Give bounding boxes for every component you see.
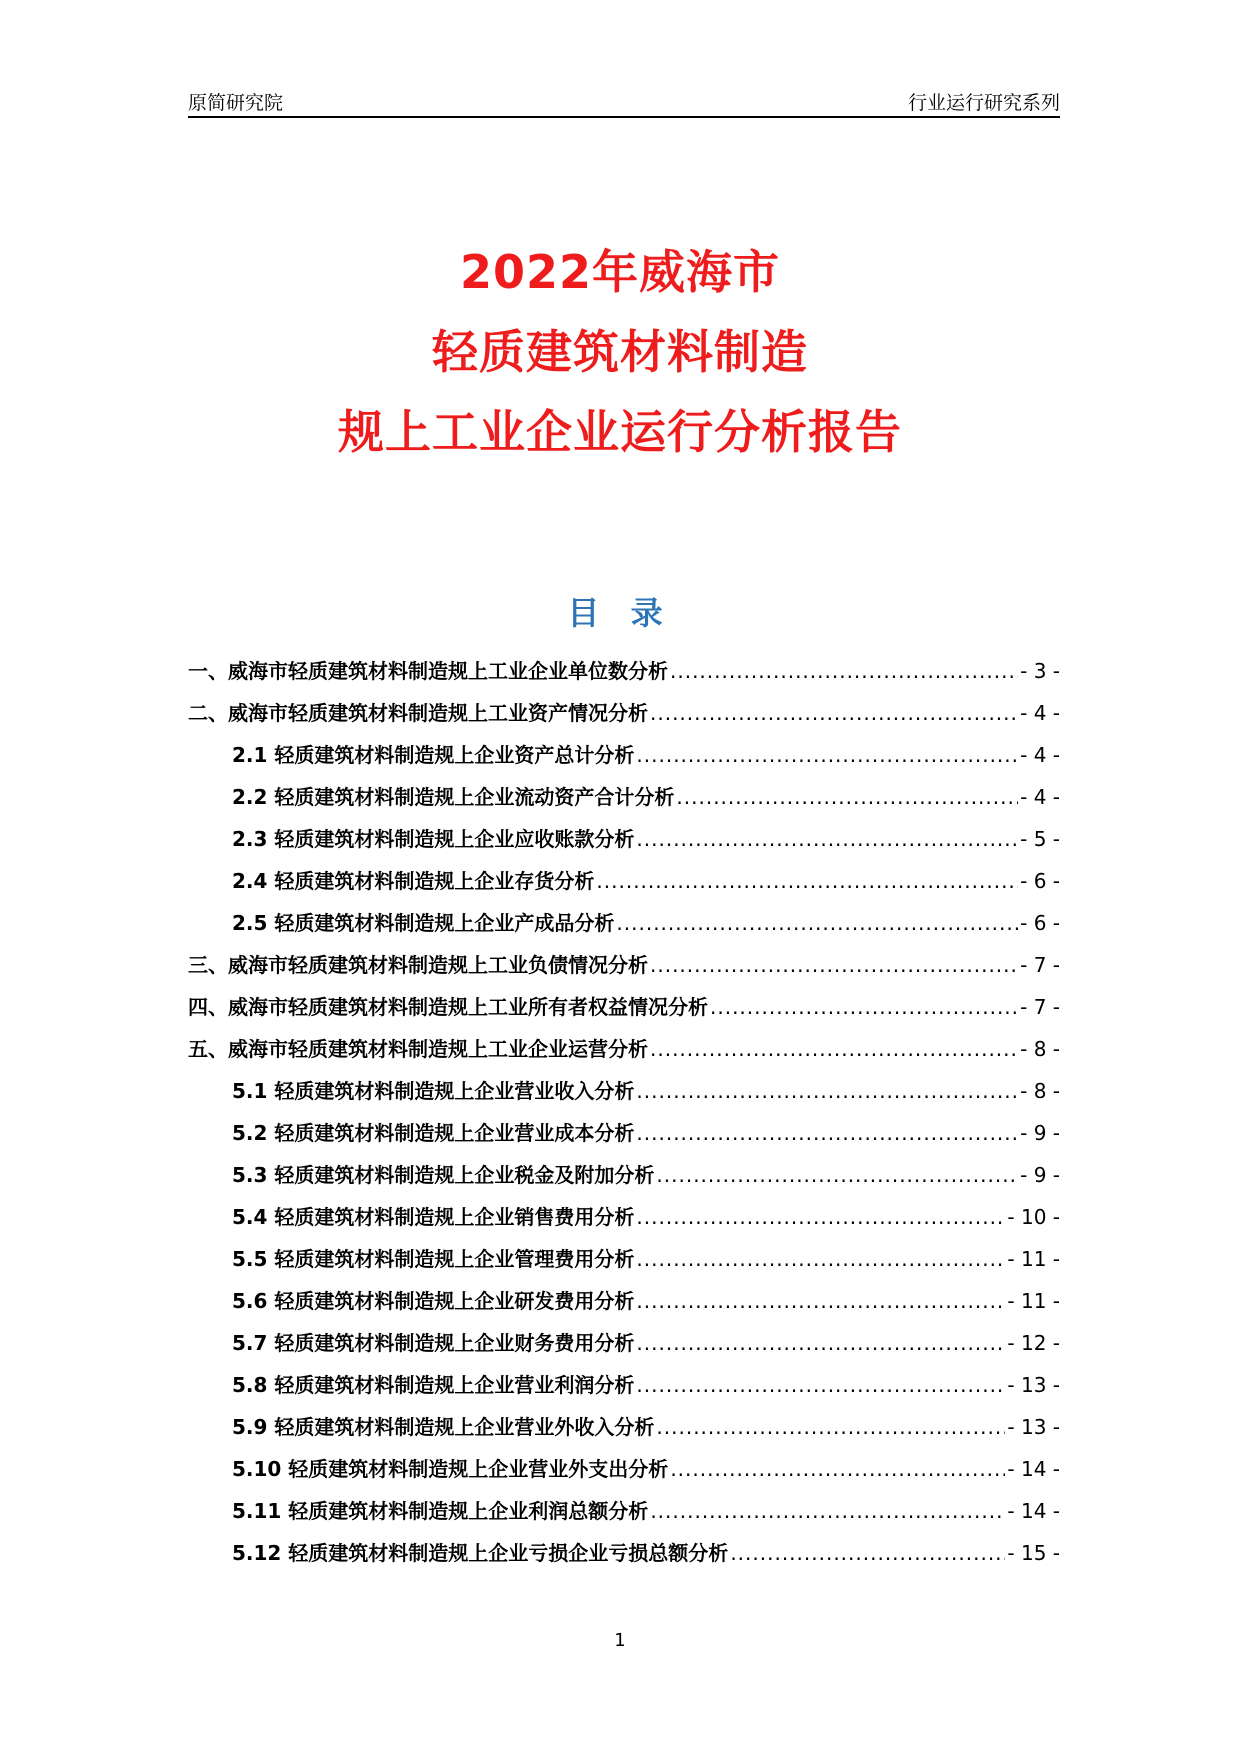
toc-leader-dots: [636, 1364, 1005, 1406]
toc-leader-dots: [636, 1196, 1005, 1238]
toc-leader-dots: [670, 650, 1018, 692]
toc-leader-dots: [616, 902, 1018, 944]
toc-item-text: 2.4 轻质建筑材料制造规上企业存货分析: [232, 869, 595, 893]
toc-item[interactable]: [188, 1028, 1060, 1070]
toc-item-page: - 11 -: [1007, 1289, 1060, 1313]
header-series: 行业运行研究系列: [907, 92, 1060, 114]
toc-item-text: 5.1 轻质建筑材料制造规上企业营业收入分析: [232, 1079, 635, 1103]
toc-item[interactable]: [188, 944, 1060, 986]
page-header: [188, 86, 1060, 118]
toc-leader-dots: [650, 692, 1018, 734]
page-number: 1: [614, 1630, 626, 1651]
toc-leader-dots: [636, 734, 1018, 776]
toc-item-page: - 10 -: [1007, 1205, 1060, 1229]
toc-leader-dots: [636, 818, 1018, 860]
toc-item-text: 2.5 轻质建筑材料制造规上企业产成品分析: [232, 911, 615, 935]
toc-leader-dots: [636, 1322, 1005, 1364]
toc-item-text: 2.3 轻质建筑材料制造规上企业应收账款分析: [232, 827, 635, 851]
toc-item-page: - 13 -: [1007, 1415, 1060, 1439]
toc-leader-dots: [650, 944, 1018, 986]
toc-item-page: - 4 -: [1020, 743, 1060, 767]
toc-leader-dots: [636, 1070, 1018, 1112]
toc-heading: 目 录: [567, 594, 673, 632]
toc-item-page: - 8 -: [1020, 1079, 1060, 1103]
title-line-2: 轻质建筑材料制造: [432, 325, 808, 379]
toc-item-text: 5.3 轻质建筑材料制造规上企业税金及附加分析: [232, 1163, 655, 1187]
toc-item-page: - 13 -: [1007, 1373, 1060, 1397]
toc-leader-dots: [636, 1112, 1018, 1154]
toc-item-text: 三、威海市轻质建筑材料制造规上工业负债情况分析: [188, 953, 648, 977]
toc-item-page: - 12 -: [1007, 1331, 1060, 1355]
toc-leader-dots: [636, 1238, 1005, 1280]
toc-item[interactable]: [188, 986, 1060, 1028]
toc-leader-dots: [656, 1154, 1018, 1196]
toc-item-page: - 3 -: [1020, 659, 1060, 683]
toc-item[interactable]: [188, 734, 1060, 776]
toc-item[interactable]: [188, 1154, 1060, 1196]
toc-item-page: - 7 -: [1020, 953, 1060, 977]
toc-item-text: 5.9 轻质建筑材料制造规上企业营业外收入分析: [232, 1415, 655, 1439]
toc-item-page: - 6 -: [1020, 869, 1060, 893]
toc-item[interactable]: [188, 692, 1060, 734]
toc-item[interactable]: [188, 1406, 1060, 1448]
toc-leader-dots: [656, 1406, 1005, 1448]
toc-item-page: - 14 -: [1007, 1499, 1060, 1523]
toc-item-page: - 6 -: [1020, 911, 1060, 935]
toc-item-text: 二、威海市轻质建筑材料制造规上工业资产情况分析: [188, 701, 648, 725]
header-publisher: 原简研究院: [188, 92, 284, 114]
report-title: [0, 232, 1240, 472]
toc-item-text: 5.8 轻质建筑材料制造规上企业营业利润分析: [232, 1373, 635, 1397]
toc-item[interactable]: [188, 1238, 1060, 1280]
toc-item-text: 四、威海市轻质建筑材料制造规上工业所有者权益情况分析: [188, 995, 708, 1019]
toc-item[interactable]: [188, 1322, 1060, 1364]
toc-item[interactable]: [188, 1490, 1060, 1532]
toc-item[interactable]: [188, 902, 1060, 944]
toc-item-text: 5.7 轻质建筑材料制造规上企业财务费用分析: [232, 1331, 635, 1355]
toc-item-text: 5.4 轻质建筑材料制造规上企业销售费用分析: [232, 1205, 635, 1229]
toc-item-text: 5.10 轻质建筑材料制造规上企业营业外支出分析: [232, 1457, 669, 1481]
toc-item-page: - 8 -: [1020, 1037, 1060, 1061]
toc-item-page: - 15 -: [1007, 1541, 1060, 1565]
toc-item[interactable]: [188, 650, 1060, 692]
toc-leader-dots: [710, 986, 1018, 1028]
table-of-contents: [188, 650, 1060, 1574]
toc-item-text: 2.1 轻质建筑材料制造规上企业资产总计分析: [232, 743, 635, 767]
toc-item-text: 一、威海市轻质建筑材料制造规上工业企业单位数分析: [188, 659, 668, 683]
toc-item-page: - 9 -: [1020, 1163, 1060, 1187]
toc-item-text: 五、威海市轻质建筑材料制造规上工业企业运营分析: [188, 1037, 648, 1061]
toc-item-text: 5.6 轻质建筑材料制造规上企业研发费用分析: [232, 1289, 635, 1313]
toc-item[interactable]: [188, 1448, 1060, 1490]
toc-item-text: 2.2 轻质建筑材料制造规上企业流动资产合计分析: [232, 785, 675, 809]
toc-item[interactable]: [188, 1112, 1060, 1154]
toc-leader-dots: [650, 1028, 1018, 1070]
toc-item[interactable]: [188, 818, 1060, 860]
toc-item[interactable]: [188, 860, 1060, 902]
toc-item[interactable]: [188, 1070, 1060, 1112]
toc-item[interactable]: [188, 1196, 1060, 1238]
toc-item-page: - 4 -: [1020, 785, 1060, 809]
toc-item-page: - 9 -: [1020, 1121, 1060, 1145]
toc-item-text: 5.12 轻质建筑材料制造规上企业亏损企业亏损总额分析: [232, 1541, 729, 1565]
toc-item-text: 5.11 轻质建筑材料制造规上企业利润总额分析: [232, 1499, 649, 1523]
title-line-1: 2022年威海市: [459, 245, 781, 299]
toc-item[interactable]: [188, 1364, 1060, 1406]
toc-item-text: 5.5 轻质建筑材料制造规上企业管理费用分析: [232, 1247, 635, 1271]
toc-item-page: - 5 -: [1020, 827, 1060, 851]
toc-item-page: - 14 -: [1007, 1457, 1060, 1481]
toc-item[interactable]: [188, 776, 1060, 818]
toc-item-page: - 4 -: [1020, 701, 1060, 725]
toc-leader-dots: [650, 1490, 1005, 1532]
toc-item-text: 5.2 轻质建筑材料制造规上企业营业成本分析: [232, 1121, 635, 1145]
toc-leader-dots: [596, 860, 1018, 902]
toc-item-page: - 11 -: [1007, 1247, 1060, 1271]
title-line-3: 规上工业企业运行分析报告: [338, 405, 902, 459]
toc-item[interactable]: [188, 1532, 1060, 1574]
toc-leader-dots: [636, 1280, 1005, 1322]
toc-item-page: - 7 -: [1020, 995, 1060, 1019]
toc-leader-dots: [670, 1448, 1005, 1490]
toc-leader-dots: [730, 1532, 1005, 1574]
toc-leader-dots: [676, 776, 1018, 818]
toc-item[interactable]: [188, 1280, 1060, 1322]
